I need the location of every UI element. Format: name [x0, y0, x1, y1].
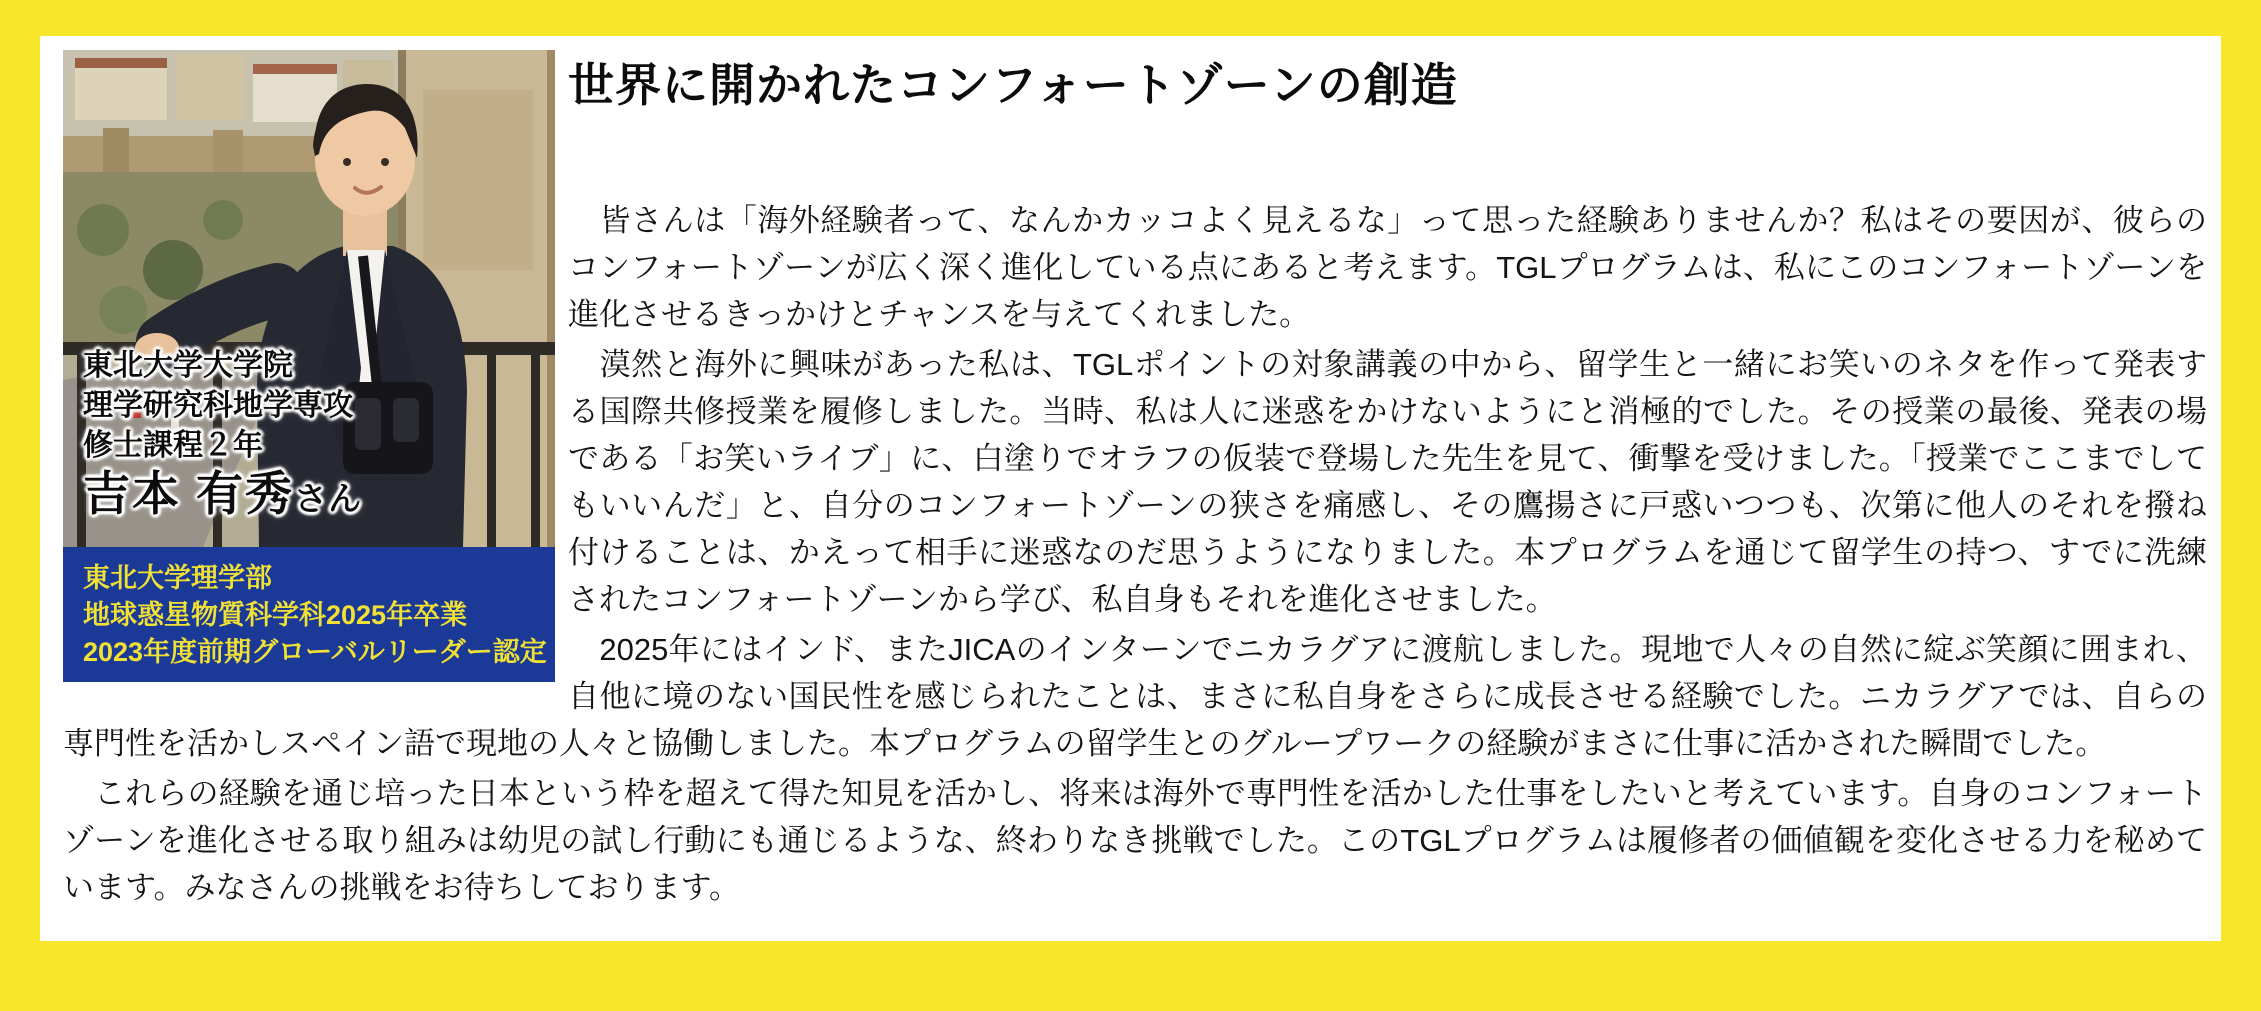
profile-name-text: 吉本 有秀: [83, 467, 295, 520]
article-paragraph-4: これらの経験を通じ培った日本という枠を超えて得た知見を活かし、将来は海外で専門性を活かした仕事をしたいと考えています。自身のコンフォートゾーンを進化させる取り組みは幼児の試し行動にも通じるような、終わりなき挑戦でした。このTGLプログラムは履修者の価値観を変化させる力を秘めています。みなさんの挑戦をお待ちしております。: [63, 776, 2207, 906]
article-paragraph-3: 2025年にはインド、またJICAのインターンでニカラグアに渡航しました。現地で人々の自然に綻ぶ笑顔に囲まれ、自他に境のない国民性を感じられたことは、まさに私自身をさらに成長させる経験でした。ニカラグアでは、自らの専門性を活かしスペイン語で現地の人々と協働しました。本プログラムの留学生とのグループワークの経験がまさに仕事に活かされた瞬間でした。: [63, 632, 2207, 762]
affiliation-line-1: 東北大学大学院: [83, 349, 293, 382]
content-sheet: [40, 36, 2221, 941]
affiliation-line-3: 修士課程２年: [83, 429, 263, 462]
credential-line-2: 地球惑星物質科学科2025年卒業: [83, 600, 468, 630]
profile-caption: [83, 346, 362, 519]
profile-photo: [63, 50, 555, 547]
affiliation-line-2: 理学研究科地学専攻: [83, 389, 353, 422]
name-honorific: さん: [294, 480, 363, 517]
article-title: 世界に開かれたコンフォートゾーンの創造: [568, 59, 1458, 111]
profile-column: [63, 50, 555, 682]
credentials-box: [63, 547, 555, 682]
profile-name: [83, 467, 363, 520]
article-paragraph-2: 漠然と海外に興味があった私は、TGLポイントの対象講義の中から、留学生と一緒にお笑いのネタを作って発表する国際共修授業を履修しました。当時、私は人に迷惑をかけないようにと消極的でした。その授業の最後、発表の場である「お笑いライブ」に、白塗りでオラフの仮装で登場した先生を見て、衝撃を受けました。「授業でここまでしてもいいんだ」と、自分のコンフォートゾーンの狭さを痛感し、その鷹揚さに戸惑いつつも、次第に他人のそれを撥ね付けることは、かえって相手に迷惑なのだ思うようになりました。本プログラムを通じて留学生の持つ、すでに洗練されたコンフォートゾーンから学び、私自身もそれを進化させました。: [568, 347, 2207, 618]
article-paragraph-1: 皆さんは「海外経験者って、なんかカッコよく見えるな」って思った経験ありませんか？私はその要因が、彼らのコンフォートゾーンが広く深く進化している点にあると考えます。TGLプログラムは、私にこのコンフォートゾーンを進化させるきっかけとチャンスを与えてくれました。: [568, 203, 2207, 333]
credential-line-1: 東北大学理学部: [83, 563, 272, 593]
credential-line-3: 2023年度前期グローバルリーダー認定: [83, 637, 547, 667]
